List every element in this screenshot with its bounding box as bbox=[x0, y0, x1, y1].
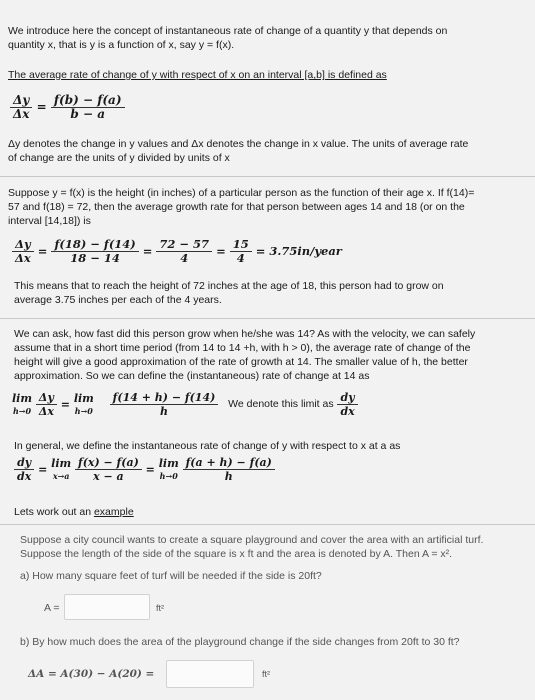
lim-label-2: lim bbox=[73, 391, 94, 405]
general-den-1: x − a bbox=[93, 470, 124, 483]
divider bbox=[0, 176, 535, 177]
general-lim-1: lim bbox=[51, 456, 72, 470]
instant-line-2: assume that in a short time period (from 14 to 14 +h, with h > 0), the average rate of change of the bbox=[14, 342, 471, 354]
lim-lhs-num: Δy bbox=[36, 391, 57, 405]
numeric-num: 72 − 57 bbox=[156, 238, 212, 252]
instant-line-1: We can ask, how fast did this person grow when he/she was 14? As with the velocity, we can safely bbox=[14, 328, 476, 340]
example1-line-3: interval [14,18]) is bbox=[8, 215, 91, 227]
general-den-2: h bbox=[224, 470, 233, 483]
example1-line-1: Suppose y = f(x) is the height (in inches) of a particular person as the function of their age x. If f(14)= bbox=[8, 187, 475, 199]
delta-explanation-1: Δy denotes the change in y values and Δx denotes the change in x value. The units of average rate bbox=[8, 138, 469, 150]
formula-lhs-num: Δy bbox=[10, 94, 32, 108]
instant-line-3: height will give a good approximation of the rate of growth at 14. The smaller value of h, the better bbox=[14, 356, 468, 368]
means-line-1: This means that to reach the height of 72 inches at the age of 18, this person had to grow on bbox=[14, 280, 444, 292]
example2-line-2: Suppose the length of the side of the square is x ft and the area is denoted by A. Then A = x². bbox=[20, 548, 453, 560]
question-a: a) How many square feet of turf will be needed if the side is 20ft? bbox=[20, 570, 322, 582]
formula-lhs-den: Δx bbox=[13, 107, 30, 121]
lim-label: lim bbox=[12, 391, 32, 405]
ratio-num: 15 bbox=[230, 238, 252, 252]
lim-sub-2: h→0 bbox=[74, 405, 93, 416]
divider bbox=[0, 524, 535, 525]
general-dydx-den: dx bbox=[17, 470, 32, 483]
limit-at-14-formula: lim h→0 $\frac{\Delta y}{\Delta x}$ = lim h→0 $\frac{f(14 + h) - f(14)}{h}$ We denote this limit as $\frac{dy}{dx}$ bbox=[12, 391, 535, 418]
general-definition: In general, we define the instantaneous rate of change of y with respect to x at a as bbox=[14, 440, 401, 452]
question-b: b) By how much does the area of the playground change if the side changes from 20ft to 30 ft? bbox=[20, 636, 460, 648]
general-lim-sub-2: h→0 bbox=[159, 470, 178, 481]
dydx-den: dx bbox=[340, 405, 355, 418]
general-limit-formula: $\frac{dy}{dx}$ = lim x→a $\frac{f(x) - f(a)}{x - a}$ = lim h→0 $\frac{f(a + h) - f(a)}{h}$ bbox=[14, 456, 535, 483]
ratio-den: 4 bbox=[236, 251, 245, 265]
answer-b-unit: ft² bbox=[262, 669, 270, 679]
lim-lhs-den: Δx bbox=[38, 405, 54, 418]
lim-sub: h→0 bbox=[12, 405, 32, 416]
lim14-den: h bbox=[160, 405, 168, 418]
formula-rhs-den: b − a bbox=[70, 107, 105, 121]
formula-rhs-num: f(b) − f(a) bbox=[51, 94, 125, 108]
answer-a-unit: ft² bbox=[156, 603, 164, 613]
computation-lhs-num: Δy bbox=[12, 238, 34, 252]
example2-intro bbox=[14, 506, 535, 519]
delta-explanation-2: of change are the units of y divided by units of x bbox=[8, 152, 230, 164]
example1-line-2: 57 and f(18) = 72, then the average growth rate for that person between ages 14 and 18 (or on the bbox=[8, 201, 465, 213]
f-difference-den: 18 − 14 bbox=[70, 251, 120, 265]
answer-b-label: ΔA = A(30) − A(20) = bbox=[28, 668, 155, 680]
denote-text: We denote this limit as bbox=[228, 398, 334, 410]
dydx-num: dy bbox=[337, 391, 357, 405]
intro-line-1: We introduce here the concept of instantaneous rate of change of a quantity y that depends on bbox=[8, 25, 448, 37]
means-line-2: average 3.75 inches per each of the 4 years. bbox=[14, 294, 222, 306]
answer-b-input[interactable] bbox=[166, 660, 254, 688]
average-rate-formula: $\frac{\Delta y}{\Delta x}$ = $\frac{f(b) - f(a)}{b - a}$ bbox=[10, 94, 535, 121]
numeric-den: 4 bbox=[180, 251, 189, 265]
answer-a-input[interactable] bbox=[64, 594, 150, 620]
divider bbox=[0, 318, 535, 319]
lim14-num: f(14 + h) − f(14) bbox=[110, 391, 219, 405]
general-dydx-num: dy bbox=[14, 456, 34, 470]
f-difference-num: f(18) − f(14) bbox=[51, 238, 138, 252]
computation-lhs-den: Δx bbox=[15, 251, 31, 265]
intro-line-2: quantity x, that is y is a function of x, say y = f(x). bbox=[8, 39, 235, 51]
general-num-1: f(x) − f(a) bbox=[75, 456, 142, 470]
example-link[interactable]: example bbox=[93, 506, 134, 518]
example2-line-1: Suppose a city council wants to create a square playground and cover the area with an artificial turf. bbox=[20, 534, 484, 546]
average-growth-computation: $\frac{\Delta y}{\Delta x}$ = $\frac{f(18) - f(14)}{18 - 14}$ = $\frac{72 - 57}{4}$ = $\frac{15}{4}$ = 3.75in/year bbox=[12, 238, 535, 265]
general-lim-sub-1: x→a bbox=[52, 470, 70, 481]
growth-result: 3.75in/year bbox=[269, 244, 342, 258]
average-rate-definition: The average rate of change of y with respect of x on an interval [a,b] is defined as bbox=[8, 69, 387, 81]
general-num-2: f(a + h) − f(a) bbox=[183, 456, 275, 470]
general-lim-2: lim bbox=[158, 456, 179, 470]
instant-line-4: approximation. So we can define the (instantaneous) rate of change at 14 as bbox=[14, 370, 370, 382]
answer-a-label: A = bbox=[44, 602, 60, 614]
example2-intro-text: Lets work out an bbox=[14, 506, 94, 518]
